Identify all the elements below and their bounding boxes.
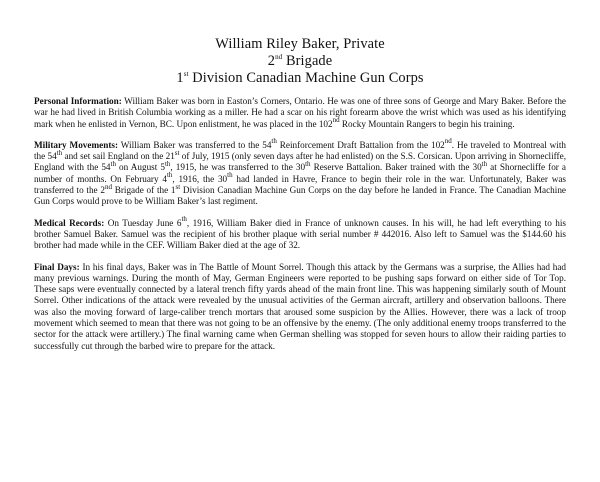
brigade-title	[34, 53, 566, 70]
military-sup: st	[174, 148, 180, 157]
final-days-section	[34, 262, 566, 352]
military-text: on August 5	[115, 162, 165, 173]
military-movements-section	[34, 137, 566, 208]
military-text: of July, 1915 (only seven days after he had enlisted) on the S.S. Corsican. Upon arriving in Shornecliffe, England with the 54	[34, 151, 566, 173]
military-sup: th	[481, 159, 488, 168]
military-text: Reserve Battalion. Baker trained with the 30	[310, 162, 482, 173]
military-sup: st	[175, 182, 181, 191]
military-sup: th	[110, 159, 116, 168]
military-sup: th	[271, 137, 277, 146]
division-number: 1	[176, 70, 184, 86]
military-sup: th	[56, 148, 63, 157]
military-sup: th	[164, 159, 171, 168]
military-sup: nd	[444, 137, 452, 146]
military-text: and set sail England on the 21	[62, 151, 175, 162]
military-text: Brigade of the 1	[111, 185, 176, 196]
military-text: at Shornecliffe for a number of months. On February 4	[34, 162, 566, 184]
brigade-ordinal: nd	[275, 52, 283, 61]
personal-information-heading: Personal Information:	[34, 96, 122, 106]
soldier-name-title: William Riley Baker, Private	[215, 36, 385, 52]
military-sup: th	[166, 171, 173, 180]
division-title	[34, 70, 566, 87]
military-text: Division Canadian Machine Gun Corps on the day before he landed in France. The Canadian Machine Gun Corps would prove to be William Baker’s last regiment.	[34, 185, 566, 207]
personal-text-a: William Baker was born in Easton’s Corners, Ontario. He was one of three sons of George and Mary Baker. Before the war he had lived in British Columbia working as a miller. He had a scar on his right forearm above the wrist which was used as his identifying mark when he enlisted in Vernon, BC. Upon enlistment, he was placed in the 102	[34, 96, 567, 129]
military-movements-heading: Military Movements:	[34, 139, 119, 150]
medical-text: On Tuesday June 6	[104, 217, 182, 228]
personal-sup-a: nd	[332, 116, 340, 125]
personal-information-section	[34, 96, 566, 130]
military-text: had landed in Havre, France to begin their role in the war. Unfortunately, Baker was transferred to the 2	[34, 173, 566, 196]
military-sup: th	[227, 171, 233, 180]
military-sup: nd	[104, 182, 112, 191]
military-sup: th	[305, 159, 311, 168]
brigade-number: 2	[267, 53, 276, 69]
military-text: , 1916, the 30	[172, 173, 228, 184]
final-days-heading: Final Days:	[34, 261, 80, 272]
medical-records-section	[34, 215, 567, 252]
final-days-text: In his final days, Baker was in The Battle of Mount Sorrel. Though this attack by the Germans was a surprise, the Allies had had many previous warnings. During the month of May, German Engineers were reported to be pushing saps forward on either side of Tor Top. These saps were eventually connected by a lateral trench fifty yards ahead of the main front line. This was happening similarly south of Mount Sorrel. Other indications of the attack were revealed by the unusual activities of the German aircraft, artillery and observation balloons. There was also the moving forward of large-caliber trench mortars that aroused some suspicion by the Allies. However, there was a lack of troop movement which seemed to mean that there was not going to be an offensive by the enemy. (The only additional enemy troops transferred to the sector for the attack were artillery.) The final warning came when German shelling was stopped for seven hours to allow their raiding parties to successfully cut through the barbed wire to prepare for the attack.	[34, 261, 567, 351]
division-ordinal: st	[183, 69, 189, 78]
division-label: Division Canadian Machine Gun Corps	[188, 70, 424, 86]
medical-records-heading: Medical Records:	[34, 217, 105, 228]
personal-text-b: Rocky Mountain Rangers to begin his training.	[339, 118, 515, 129]
military-text: William Baker was transferred to the 54	[118, 139, 272, 150]
brigade-label: Brigade	[282, 53, 333, 69]
medical-sup: th	[181, 215, 187, 224]
document-title-block	[34, 36, 566, 87]
medical-text: , 1916, William Baker died in France of unknown causes. In his will, he had left everything to his brother Samuel Baker. Samuel was the recipient of his brother plaque with serial number # 442016. Also left to Samuel was the $144.60 his brother had made while in the CEF. William Baker died at the age of 32.	[34, 217, 567, 251]
military-text: Reinforcement Draft Battalion from the 102	[276, 139, 445, 150]
military-text: , 1915, he was transferred to the 30	[170, 162, 306, 173]
military-text: . He traveled to Montreal with the 54	[34, 139, 566, 162]
